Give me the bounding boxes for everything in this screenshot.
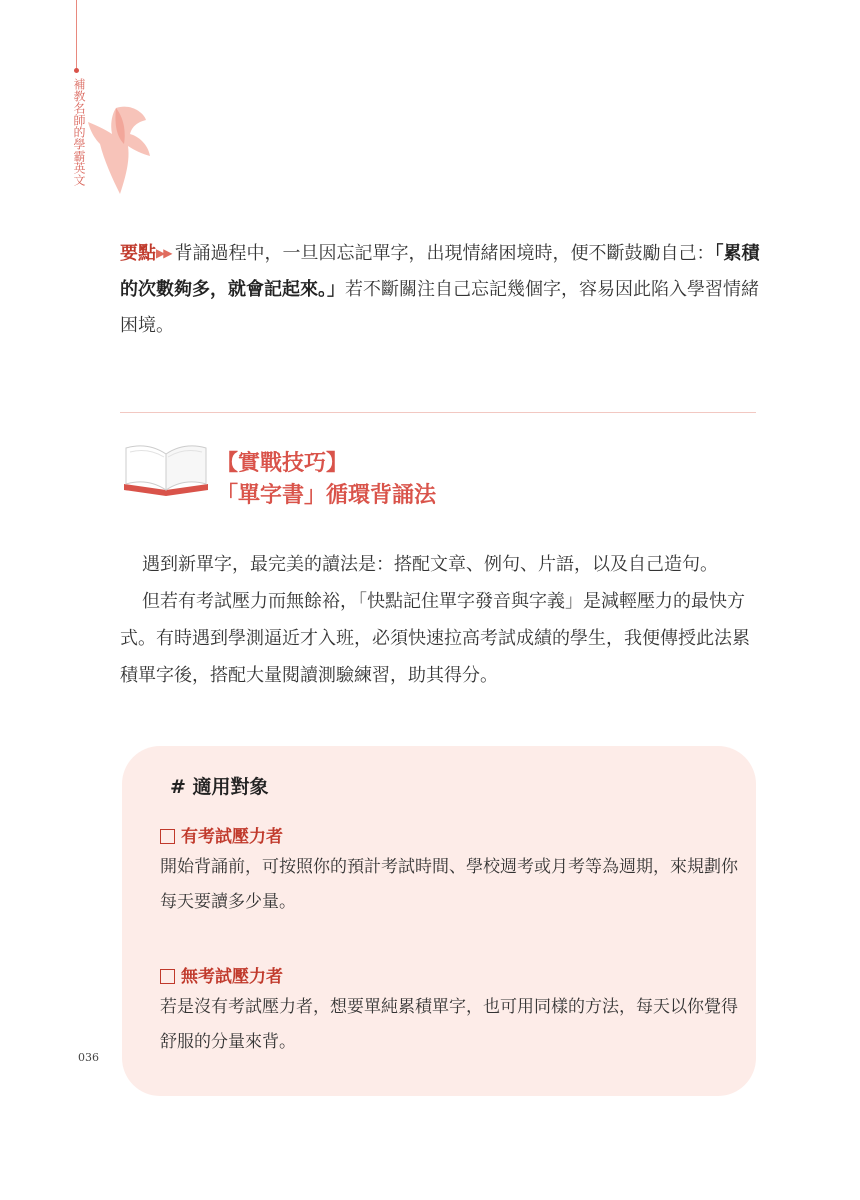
card-title: # 適用對象 bbox=[170, 776, 269, 798]
double-arrow-icon: ▶▶ bbox=[156, 246, 171, 260]
body-text bbox=[120, 546, 756, 694]
group-title-no-pressure-label: 無考試壓力者 bbox=[181, 967, 283, 987]
key-point-paragraph bbox=[120, 235, 760, 344]
body-paragraph-2: 但若有考試壓力而無餘裕，「快點記住單字發音與字義」是減輕壓力的最快方式。有時遇到學測逼近才入班，必須快速拉高考試成績的學生，我便傳授此法累積單字後，搭配大量閱讀測驗練習，助其得分。 bbox=[120, 591, 750, 686]
section-divider bbox=[120, 412, 756, 413]
key-point-label: 要點 bbox=[120, 243, 156, 264]
group-text-with-pressure: 開始背誦前，可按照你的預計考試時間、學校週考或月考等為週期，來規劃你每天要讀多少量。 bbox=[160, 857, 738, 912]
body-paragraph-1: 遇到新單字，最完美的讀法是：搭配文章、例句、片語，以及自己造句。 bbox=[142, 554, 718, 575]
book-series-title: 補教名師的學霸英文 bbox=[72, 78, 86, 186]
group-title-no-pressure bbox=[160, 962, 283, 987]
group-text-no-pressure: 若是沒有考試壓力者，想要單純累積單字，也可用同樣的方法，每天以你覺得舒服的分量來背。 bbox=[160, 997, 738, 1052]
checkbox-icon bbox=[160, 969, 175, 984]
group-title-with-pressure-label: 有考試壓力者 bbox=[181, 827, 283, 847]
group-title-with-pressure bbox=[160, 822, 283, 847]
key-point-text-1: 背誦過程中，一旦因忘記單字，出現情緒困境時，便不斷鼓勵自己： bbox=[174, 243, 715, 264]
section-heading-line-1: 【實戰技巧】 bbox=[216, 451, 349, 476]
key-point-emphasis: 「累積的次數夠多，就會記起來。」 bbox=[120, 243, 760, 300]
side-dot bbox=[74, 68, 79, 73]
page-number: 036 bbox=[78, 1051, 99, 1064]
open-book-icon bbox=[120, 440, 212, 496]
section-heading bbox=[216, 448, 436, 512]
key-point-text-2: 若不斷關注自己忘記幾個字，容易因此陷入學習情緒困境。 bbox=[120, 279, 759, 336]
section-heading-line-2: 「單字書」循環背誦法 bbox=[216, 483, 437, 508]
checkbox-icon bbox=[160, 829, 175, 844]
side-line bbox=[76, 0, 77, 72]
bird-icon bbox=[86, 98, 156, 198]
